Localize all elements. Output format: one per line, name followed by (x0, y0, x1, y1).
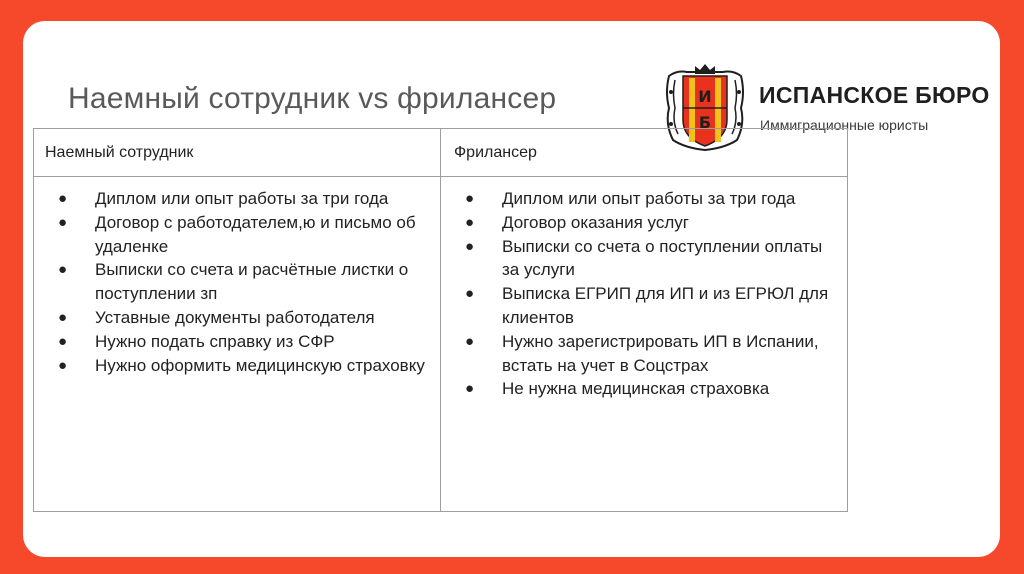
company-name: ИСПАНСКОЕ БЮРО (759, 82, 990, 108)
list-item (58, 330, 430, 354)
comparison-table (33, 128, 848, 512)
list-item (465, 187, 837, 211)
list-item (58, 354, 430, 378)
column-header-employee: Наемный сотрудник (45, 144, 194, 161)
list-item (465, 235, 837, 283)
list-item (465, 211, 837, 235)
column-header-freelancer: Фрилансер (454, 144, 537, 161)
bullet-icon: ● (58, 213, 68, 231)
bullet-icon: ● (465, 285, 475, 303)
list-item (58, 306, 430, 330)
list-item (465, 282, 837, 330)
list-item-text: Диплом или опыт работы за три года (95, 189, 389, 208)
list-item (465, 330, 837, 378)
list-item-text: Не нужна медицинская страховка (502, 379, 770, 399)
list-item (58, 211, 430, 259)
header-divider (34, 176, 847, 177)
list-item-text: Нужно оформить медицинскую страховку (95, 355, 425, 375)
list-item-text: Выписки со счета о поступлении оплаты за услуги (502, 236, 823, 280)
bullet-icon: ● (465, 380, 475, 398)
bullet-icon: ● (58, 308, 68, 326)
bullet-icon: ● (58, 356, 68, 374)
bullet-icon: ● (58, 190, 68, 207)
bullet-icon: ● (465, 332, 475, 350)
bullet-icon: ● (58, 332, 68, 350)
bullet-icon: ● (465, 213, 475, 231)
page-title: Наемный сотрудник vs фрилансер (68, 82, 557, 115)
bullet-icon: ● (465, 237, 475, 255)
list-item-text: Договор с работодателем,ю и письмо об удаленке (95, 212, 416, 256)
list-item (465, 377, 837, 401)
bullet-icon: ● (58, 261, 68, 279)
list-item-text: Выписка ЕГРИП для ИП и из ЕГРЮЛ для клиентов (502, 284, 829, 327)
list-item-text: Нужно зарегистрировать ИП в Испании, встать на учет в Соцстрах (502, 331, 819, 375)
crest-letter-top: И (698, 87, 712, 106)
list-item-text: Выписки со счета и расчётные листки о поступлении зп (95, 260, 409, 304)
list-item-text: Договор оказания услуг (502, 212, 689, 232)
freelancer-requirements-list (465, 187, 837, 401)
list-item-text: Уставные документы работодателя (95, 307, 375, 327)
crest-letter-bottom: Б (698, 113, 712, 132)
list-item (58, 187, 430, 211)
column-divider (440, 129, 441, 511)
list-item-text: Диплом или опыт работы за три года (502, 189, 796, 208)
bullet-icon: ● (465, 190, 475, 207)
list-item-text: Нужно подать справку из СФР (95, 331, 335, 351)
employee-requirements-list (58, 187, 430, 377)
company-subtitle: Иммиграционные юристы (760, 117, 929, 133)
list-item (58, 258, 430, 306)
